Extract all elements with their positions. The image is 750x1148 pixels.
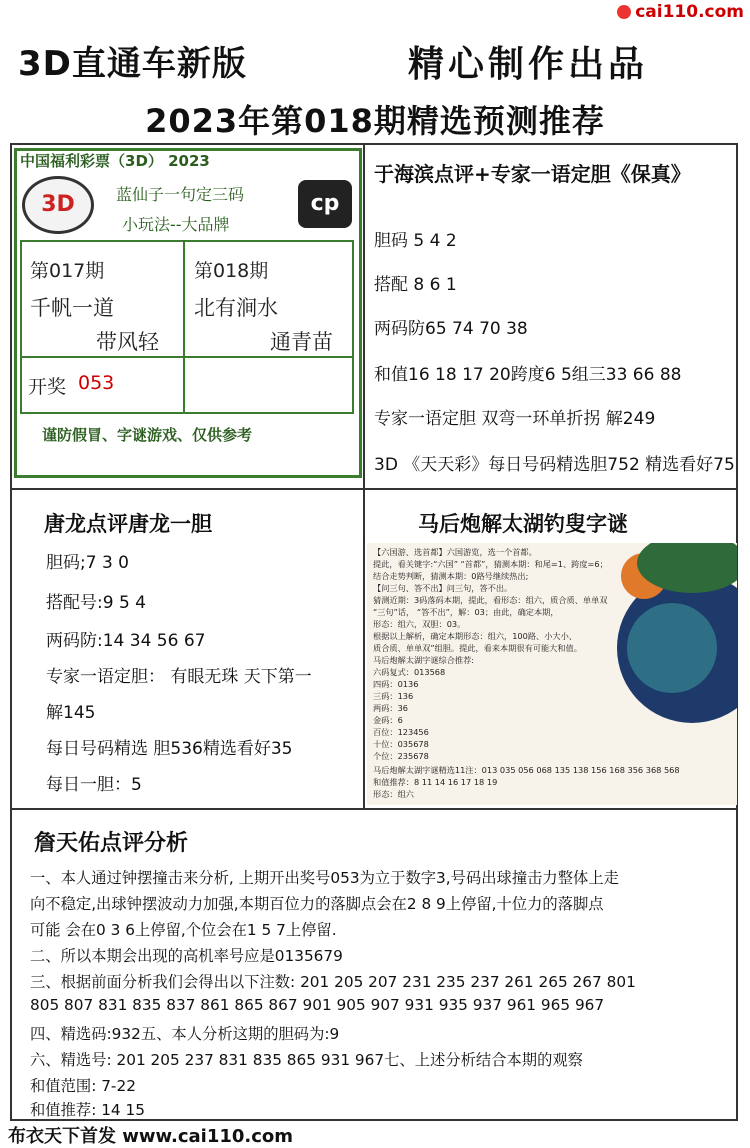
rt-line: 胆码 5 4 2 xyxy=(374,231,457,251)
rt-line: 专家一语定胆 双弯一环单折拐 解249 xyxy=(374,409,656,429)
riddle-line: 三码：136 xyxy=(373,691,414,701)
riddle-line: 金码：6 xyxy=(373,715,403,725)
prev-riddle-line1: 千帆一道 xyxy=(30,296,114,320)
lm-line: 解145 xyxy=(46,703,96,723)
riddle-line: 马后炮解太湖字谜综合推荐: xyxy=(373,655,475,665)
open-label: 开奖 xyxy=(28,376,67,398)
bt-line: 可能 会在0 3 6上停留,个位会在1 5 7上停留. xyxy=(30,921,337,939)
open-number: 053 xyxy=(78,372,115,394)
riddle-line: “三句”话， “答不出”，解：03；由此，确定本期， xyxy=(373,607,559,617)
bt-line: 向不稳定,出球钟摆波动力加强,本期百位力的落脚点会在2 8 9上停留,十位力的落脚点 xyxy=(30,895,604,913)
riddle-line: 根据以上解析，确定本期形态：组六，100路、小大小、 xyxy=(373,631,577,641)
header-left: 3D直通车新版 xyxy=(18,44,247,84)
lm-line: 专家一语定胆： 有眼无珠 天下第一 xyxy=(46,667,312,687)
riddle-line: 百位：123456 xyxy=(373,727,429,737)
bt-line: 六、精选号: 201 205 237 831 835 865 931 967七、上述分析结合本期的观察 xyxy=(30,1051,583,1069)
card-slogan: 小玩法--大品牌 xyxy=(122,215,230,234)
site-logo-icon xyxy=(617,5,631,19)
lm-line: 每日一胆：5 xyxy=(46,775,142,795)
rt-line: 搭配 8 6 1 xyxy=(374,275,457,295)
rt-line: 3D 《天天彩》每日号码精选胆752 精选看好75 xyxy=(374,455,735,475)
riddle-line: 和值推荐：8 11 14 16 17 18 19 xyxy=(373,777,498,787)
card-header: 中国福利彩票（3D） 2023 xyxy=(20,152,210,170)
column-divider xyxy=(363,143,365,808)
bt-line: 一、本人通过钟摆撞击来分析, 上期开出奖号053为立于数字3,号码出球撞击力整体上走 xyxy=(30,869,619,887)
lm-line: 搭配号:9 5 4 xyxy=(46,593,146,613)
cur-riddle-line1: 北有涧水 xyxy=(194,296,278,320)
riddle-line: 马后炮解太湖字谜精选11注：013 035 056 068 135 138 156 168 356 368 568 xyxy=(373,765,680,775)
lm-line: 胆码;7 3 0 xyxy=(46,553,129,573)
bt-line: 和值范围: 7-22 xyxy=(30,1077,136,1095)
cur-period: 第018期 xyxy=(194,260,269,282)
rm-title: 马后炮解太湖钓叟字谜 xyxy=(418,512,628,536)
grid-divider xyxy=(20,356,354,358)
lm-line: 两码防:14 34 56 67 xyxy=(46,631,206,651)
lm-title: 唐龙点评唐龙一胆 xyxy=(44,512,212,536)
card-subtitle: 蓝仙子一句定三码 xyxy=(116,185,245,204)
riddle-line: 两码：36 xyxy=(373,703,408,713)
site-badge[interactable] xyxy=(617,2,744,22)
riddle-line: 结合走势判断，猜测本期：0路号继续热出; xyxy=(373,571,529,581)
riddle-line: 提此，看关键字:“六国” “首都”，猜测本期：和尾=1、跨度=6； xyxy=(373,559,608,569)
page-title: 2023年第018期精选预测推荐 xyxy=(145,102,605,140)
riddle-analysis-image xyxy=(367,543,737,805)
cp-logo-icon: cp xyxy=(298,180,352,228)
riddle-line: 十位：035678 xyxy=(373,739,429,749)
rt-title: 于海滨点评+专家一语定胆《保真》 xyxy=(374,162,691,186)
3d-logo-icon: 3D xyxy=(22,176,94,234)
riddle-line: 六码复式：013568 xyxy=(373,667,446,677)
bt-line: 四、精选码:932五、本人分析这期的胆码为:9 xyxy=(30,1025,340,1043)
bt-line: 和值推荐: 14 15 xyxy=(30,1101,145,1119)
row-divider-top xyxy=(10,488,738,490)
footer-text[interactable]: 布衣天下首发 www.cai110.com xyxy=(8,1126,294,1147)
rt-line: 两码防65 74 70 38 xyxy=(374,319,528,339)
grid-divider xyxy=(183,240,185,414)
riddle-line: 四码：0136 xyxy=(373,679,419,689)
riddle-line: 形态：组六，双胆：03。 xyxy=(373,619,466,629)
row-divider-bottom xyxy=(10,808,738,810)
bt-line: 三、根据前面分析我们会得出以下注数: 201 205 207 231 235 237 261 265 267 801 xyxy=(30,973,636,991)
riddle-line: 猜测近期：3码落码本期，提此，看形态：组六，质合质、单单双 xyxy=(373,595,608,605)
footer xyxy=(0,1122,750,1147)
riddle-line: 形态：组六 xyxy=(373,789,414,799)
header-right: 精心制作出品 xyxy=(408,44,649,85)
card-footer: 谨防假冒、字谜游戏、仅供参考 xyxy=(42,426,253,444)
riddle-line: 【问三句、答不出】问三句，答不出。 xyxy=(373,583,513,593)
prev-riddle-line2: 带风轻 xyxy=(96,330,159,354)
riddle-line: 个位：235678 xyxy=(373,751,429,761)
wave-decoration xyxy=(627,603,717,693)
bt-line: 805 807 831 835 837 861 865 867 901 905 907 931 935 937 961 965 967 xyxy=(30,996,605,1014)
riddle-line: 质合质、单单双”组胆。提此，看来本期很有可能大和值。 xyxy=(373,643,582,653)
riddle-line: 【六国游、选首都】六国游览，选一个首都。 xyxy=(373,547,537,557)
prev-period: 第017期 xyxy=(30,260,105,282)
lm-line: 每日号码精选 胆536精选看好35 xyxy=(46,739,293,759)
site-url: cai110.com xyxy=(635,2,744,22)
rt-line: 和值16 18 17 20跨度6 5组三33 66 88 xyxy=(374,365,682,385)
cur-riddle-line2: 通青苗 xyxy=(270,330,333,354)
bt-line: 二、所以本期会出现的高机率号应是0135679 xyxy=(30,947,343,965)
bt-title: 詹天佑点评分析 xyxy=(34,831,189,856)
